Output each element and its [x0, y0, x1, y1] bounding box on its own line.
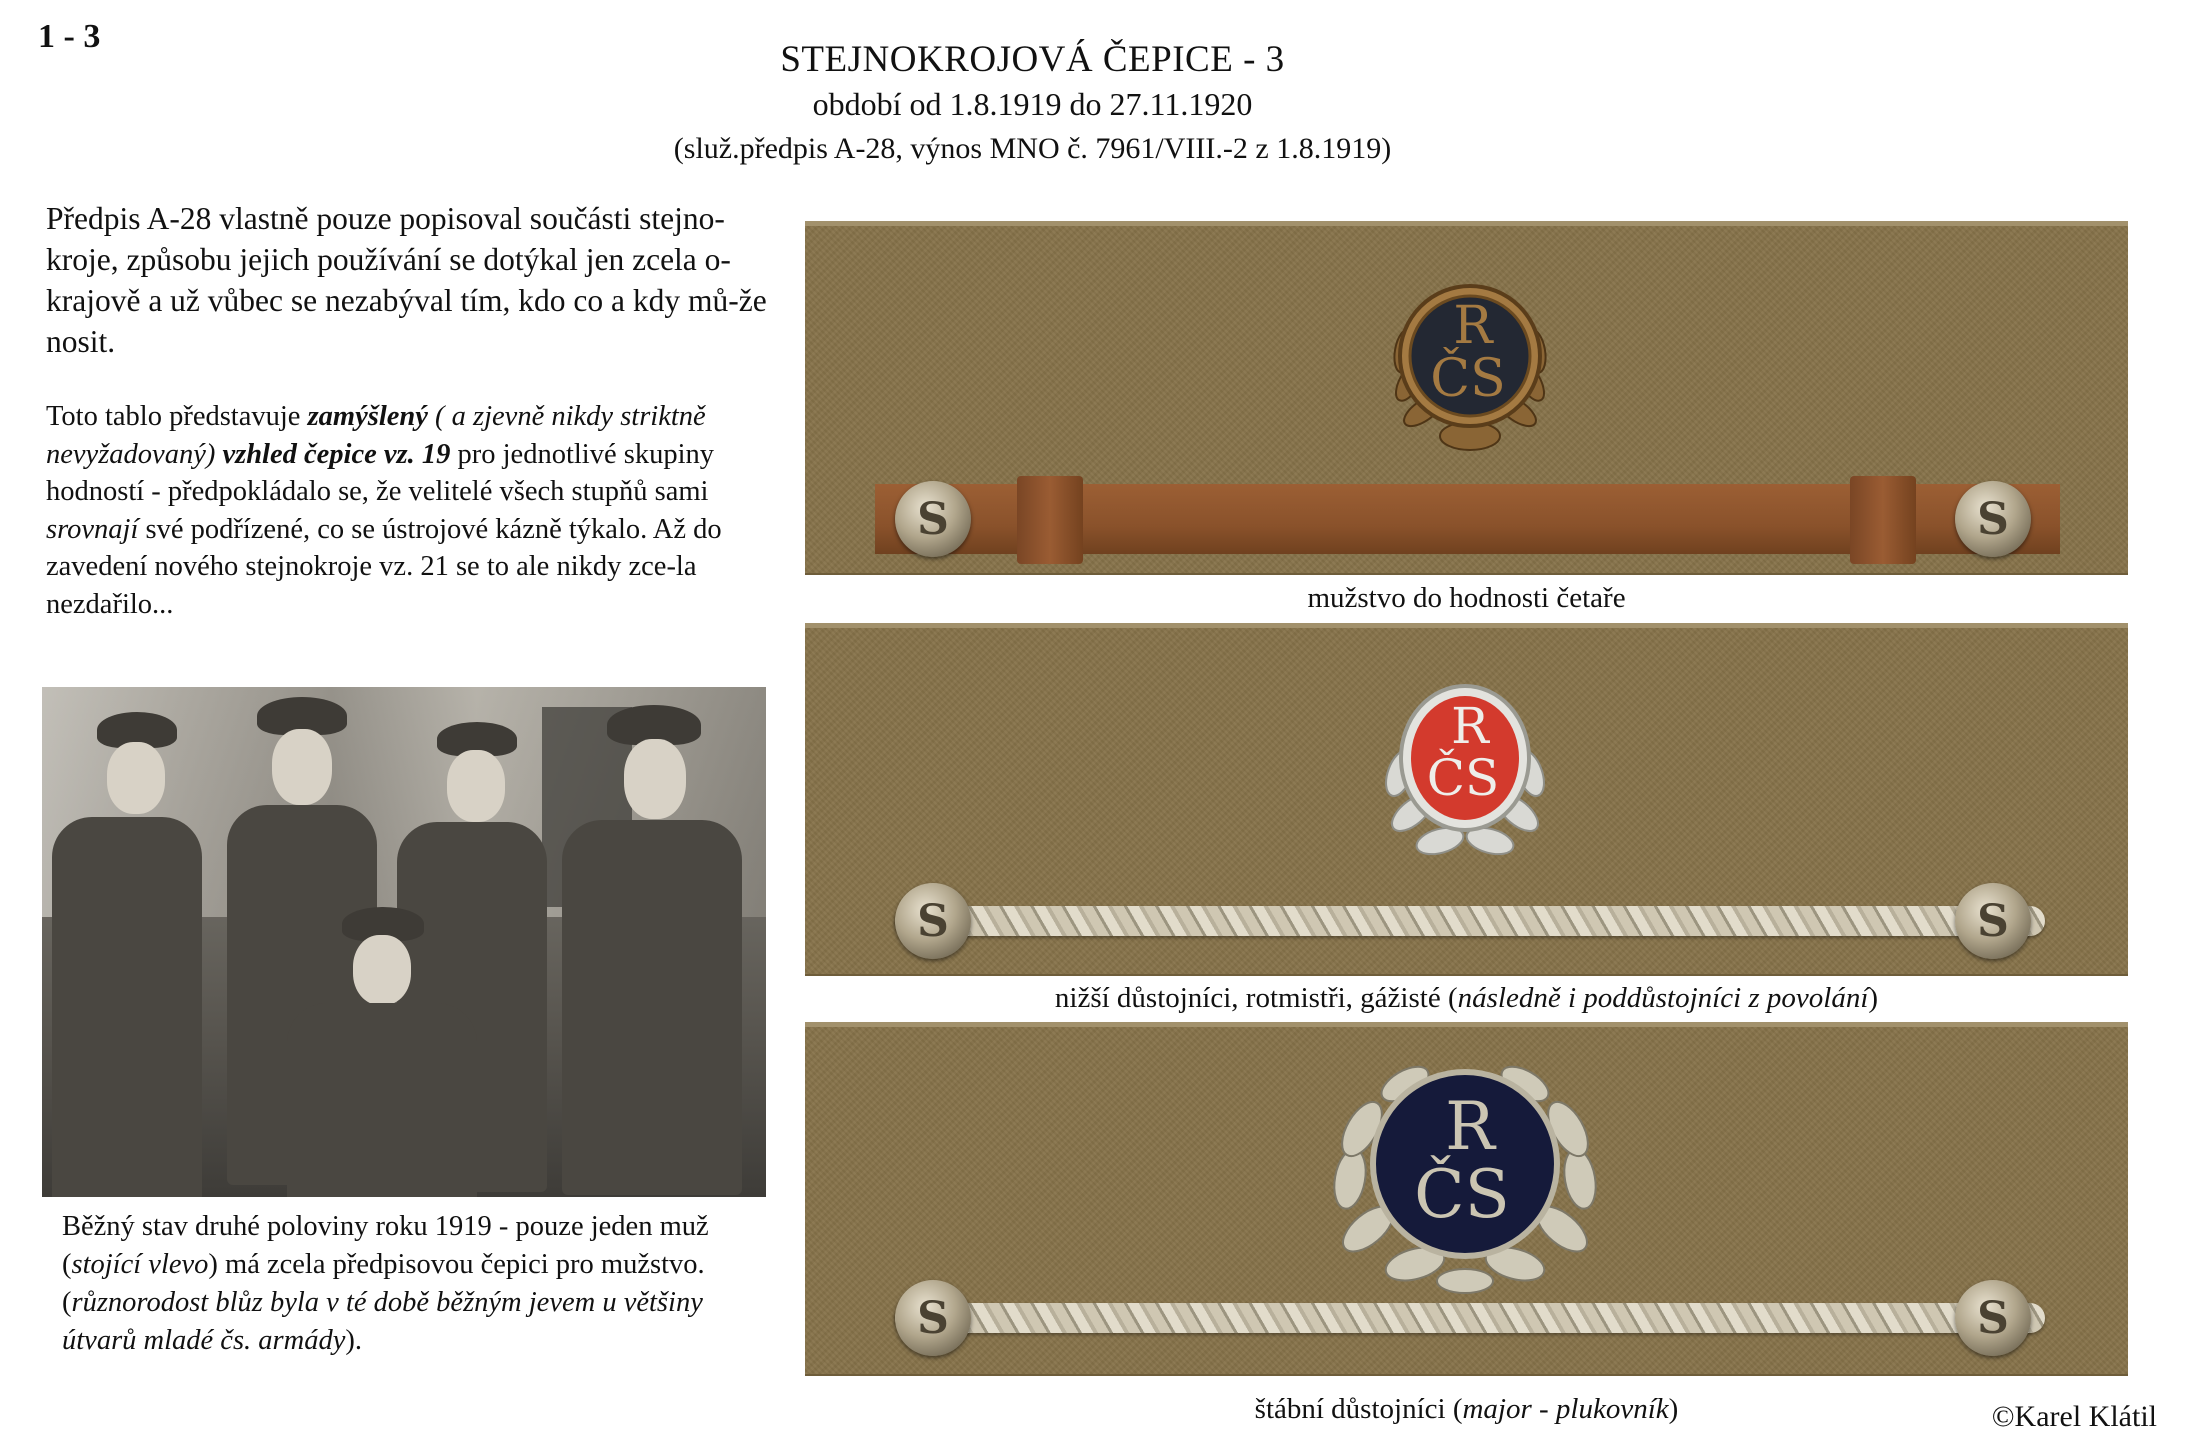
- silver-chin-cord: [895, 906, 2045, 936]
- side-button-right: S: [1955, 481, 2031, 557]
- intro-text-2b: zamýšlený: [307, 401, 428, 432]
- cap-panel-junior-officers: [805, 623, 2128, 976]
- badge-letter-r: R: [1453, 296, 1493, 356]
- intro-text-2e: pro jednotlivé skupiny hodností - předpokládalo se, že velitelé všech stupňů sami: [46, 438, 714, 507]
- intro-text-2d: vzhled čepice vz. 19: [222, 438, 451, 470]
- badge-monogram: ČS: [1426, 749, 1500, 807]
- page-number: 1 - 3: [38, 18, 101, 55]
- caption-text-b: stojící vlevo: [71, 1249, 209, 1280]
- soldier-figure: [52, 712, 202, 1197]
- cap-panel-enlisted: [805, 221, 2128, 575]
- badge-letter-r: R: [1451, 697, 1489, 755]
- caption-text-e: ).: [345, 1325, 362, 1356]
- intro-paragraph-2: [46, 398, 786, 623]
- silver-chin-cord: [895, 1303, 2045, 1333]
- strap-loop-left: [1017, 476, 1083, 564]
- intro-text-1: Předpis A-28 vlastně pouze popisoval součásti stejno-kroje, způsobu jejich používání se dotýkal jen zcela o-krajově a už vůbec se nezabýval tím, kdo co a kdy mů-že nosit.: [46, 201, 767, 359]
- cap-panel-staff-officers: [805, 1022, 2128, 1376]
- period-subtitle: období od 1.8.1919 do 27.11.1920: [812, 86, 1253, 122]
- cap-badge-enlisted: [1365, 261, 1575, 461]
- panel-label-junior-officers: nižší důstojníci, rotmistři, gážisté (následně i poddůstojníci z povolání): [1054, 982, 1879, 1014]
- caption-text-c: ) má zcela předpisovou čepici pro mužstvo. (: [62, 1249, 705, 1318]
- badge-letter-r: R: [1445, 1088, 1495, 1165]
- badge-monogram: ČS: [1414, 1156, 1510, 1233]
- side-button-right: S: [1955, 1280, 2031, 1356]
- historical-photo: [42, 687, 766, 1197]
- soldier-figure: [552, 705, 752, 1195]
- caption-text-a: Běžný stav druhé poloviny roku 1919 - pouze jeden muž (: [62, 1211, 709, 1280]
- intro-text-2g: své podřízené, co se ústrojové kázně týkalo. Až do zavedení nového stejnokroje vz. 21 se to ale nikdy zce-la nezdařilo...: [46, 513, 722, 620]
- regulation-subtitle: (služ.předpis A-28, výnos MNO č. 7961/VIII.-2 z 1.8.1919): [673, 132, 1392, 165]
- side-button-left: S: [895, 481, 971, 557]
- panel-label-staff-officers: štábní důstojníci (major - plukovník): [1254, 1393, 1679, 1425]
- copyright-credit: ©Karel Klátil: [1991, 1400, 2157, 1433]
- badge-monogram: ČS: [1430, 349, 1506, 409]
- intro-text-2a: Toto tablo představuje: [46, 401, 308, 432]
- side-button-left: S: [895, 1280, 971, 1356]
- intro-text-2c: ( a zjevně nikdy striktně nevyžadovaný): [46, 401, 706, 470]
- cap-badge-staff-officers: [1320, 1049, 1610, 1299]
- caption-text-d: různorodost blůz byla v té době běžným jevem u většiny útvarů mladé čs. armády: [62, 1287, 703, 1356]
- cap-badge-junior-officers: [1360, 663, 1570, 873]
- strap-loop-right: [1850, 476, 1916, 564]
- page-title: STEJNOKROJOVÁ ČEPICE - 3: [780, 39, 1285, 80]
- side-button-left: S: [895, 883, 971, 959]
- intro-text-2f: srovnají: [46, 513, 139, 545]
- panel-label-enlisted: mužstvo do hodnosti četaře: [1307, 582, 1626, 614]
- side-button-right: S: [1955, 883, 2031, 959]
- soldier-figure-seated: [287, 907, 477, 1197]
- intro-paragraph-1: [46, 198, 786, 362]
- photo-caption: [62, 1208, 772, 1360]
